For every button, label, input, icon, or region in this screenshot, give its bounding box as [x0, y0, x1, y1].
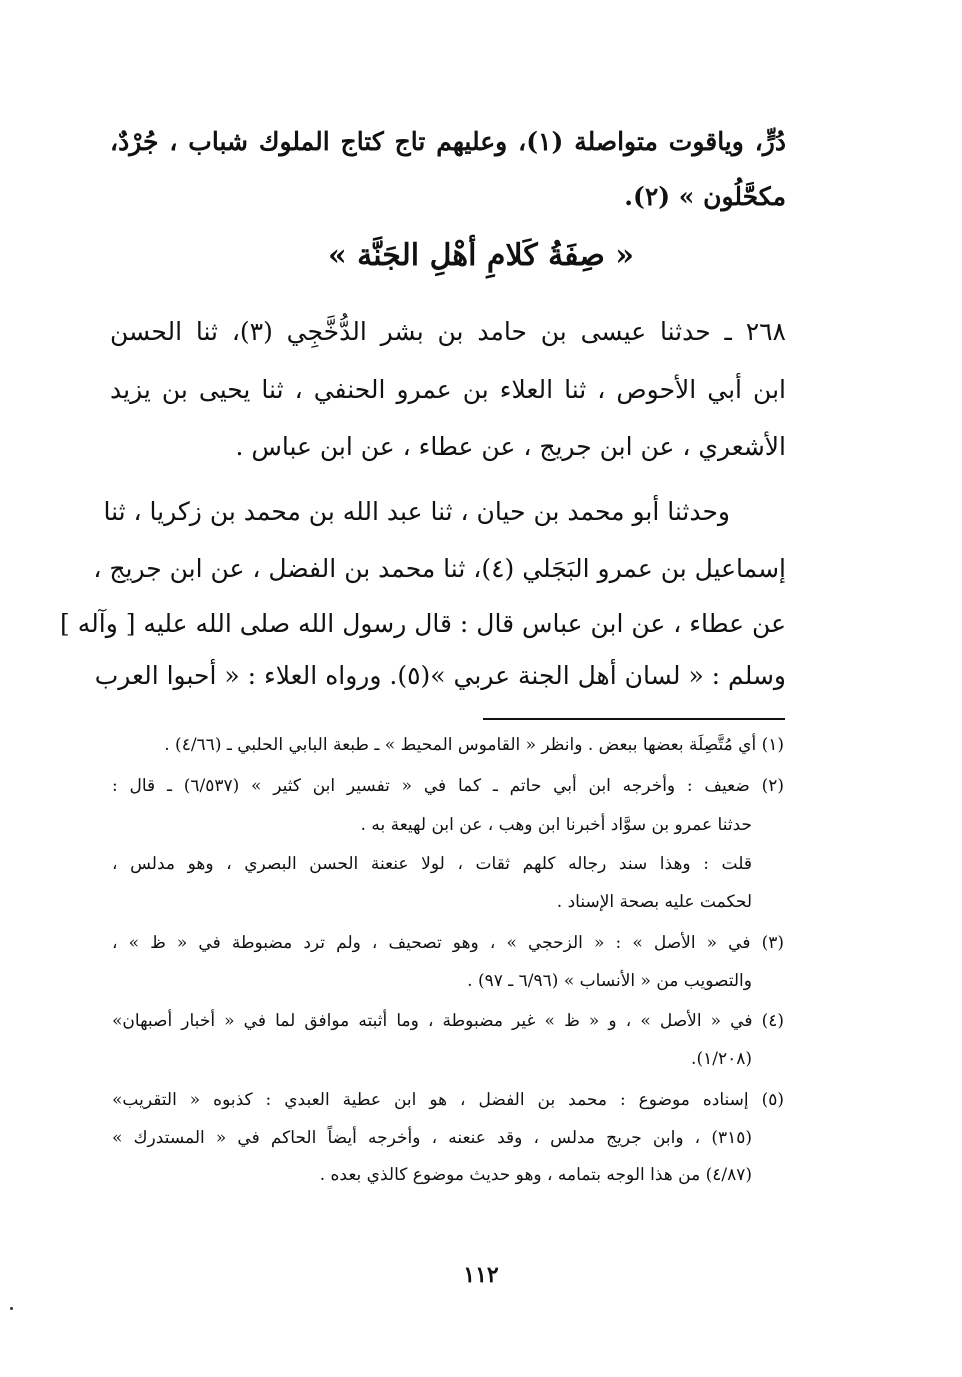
body-line-4: ابن أبي الأحوص ، ثنا العلاء بن عمرو الحنفي ، ثنا يحيى بن يزيد: [110, 375, 786, 404]
footnote-line-11: (٣١٥) ، وابن جريج مدلس ، وقد عنعنه ، وأخرجه أيضاً الحاكم في « المستدرك »: [112, 1128, 752, 1148]
body-line-1: دُرٍّ، وياقوت متواصلة (١)، وعليهم تاج كتاج الملوك شباب ، جُرْدٌ،: [110, 127, 787, 156]
body-line-7: إسماعيل بن عمرو البَجَلي (٤)، ثنا محمد بن الفضل ، عن ابن جريج ،: [93, 554, 786, 583]
footnote-line-2: (٢) ضعيف : وأخرجه ابن أبي حاتم ـ كما في « تفسير ابن كثير » (٦/٥٣٧) ـ قال :: [112, 776, 784, 796]
footnote-separator: [483, 718, 785, 720]
footnote-line-12: (٤/٨٧) من هذا الوجه بتمامه ، وهو حديث موضوع كالذي بعده .: [319, 1165, 752, 1185]
scan-speck: [10, 1307, 13, 1310]
footnote-line-5: لحكمت عليه بصحة الإسناد .: [556, 892, 752, 912]
body-line-8: عن عطاء ، عن ابن عباس قال : قال رسول الله صلى الله عليه [ وآله ]: [60, 609, 786, 638]
body-line-9: وسلم : « لسان أهل الجنة عربي »(٥). ورواه العلاء : « أحبوا العرب: [94, 661, 786, 690]
footnote-line-3: حدثنا عمرو بن سوَّاد أخبرنا ابن وهب ، عن ابن لهيعة به .: [360, 815, 752, 835]
body-line-3: ٢٦٨ ـ حدثنا عيسى بن حامد بن بشر الدُّخَّجِي (٣)، ثنا الحسن: [110, 317, 786, 346]
footnote-line-1: (١) أي مُتَّصِلَة بعضها ببعض . وانظر « القاموس المحيط » ـ طبعة البابي الحلبي ـ (٤/٦٦) .: [164, 735, 784, 755]
body-line-5: الأشعري ، عن ابن جريج ، عن عطاء ، عن ابن عباس .: [235, 432, 786, 461]
footnote-line-10: (٥) إسناده موضوع : محمد بن الفضل ، هو ابن عطية العبدي : كذبوه « التقريب»: [112, 1090, 784, 1110]
footnote-line-4: قلت : وهذا سند رجاله كلهم ثقات ، لولا عنعنة الحسن البصري ، وهو مدلس ،: [112, 854, 752, 874]
body-line-6: وحدثنا أبو محمد بن حيان ، ثنا عبد الله بن محمد بن زكريا ، ثنا: [103, 497, 730, 526]
footnote-line-8: (٤) في « الأصل » ، و « ظ » غير مضبوطة ، وما أثبته موافق لما في « أخبار أصبهان»: [112, 1011, 784, 1031]
body-line-2: مكحَّلُون » (٢).: [624, 182, 786, 211]
footnote-line-9: (١/٢٠٨).: [691, 1049, 752, 1069]
footnote-line-7: والتصويب من « الأنساب » (٦/٩٦ ـ ٩٧) .: [467, 971, 752, 991]
page-number: ١١٢: [463, 1262, 499, 1288]
footnote-line-6: (٣) في « الأصل » : « الزحجي » ، وهو تصحيف ، ولم ترد مضبوطة في « ظ » ،: [112, 933, 784, 953]
section-heading: « صِفَةُ كَلامِ أهْلِ الجَنَّة »: [327, 238, 635, 273]
